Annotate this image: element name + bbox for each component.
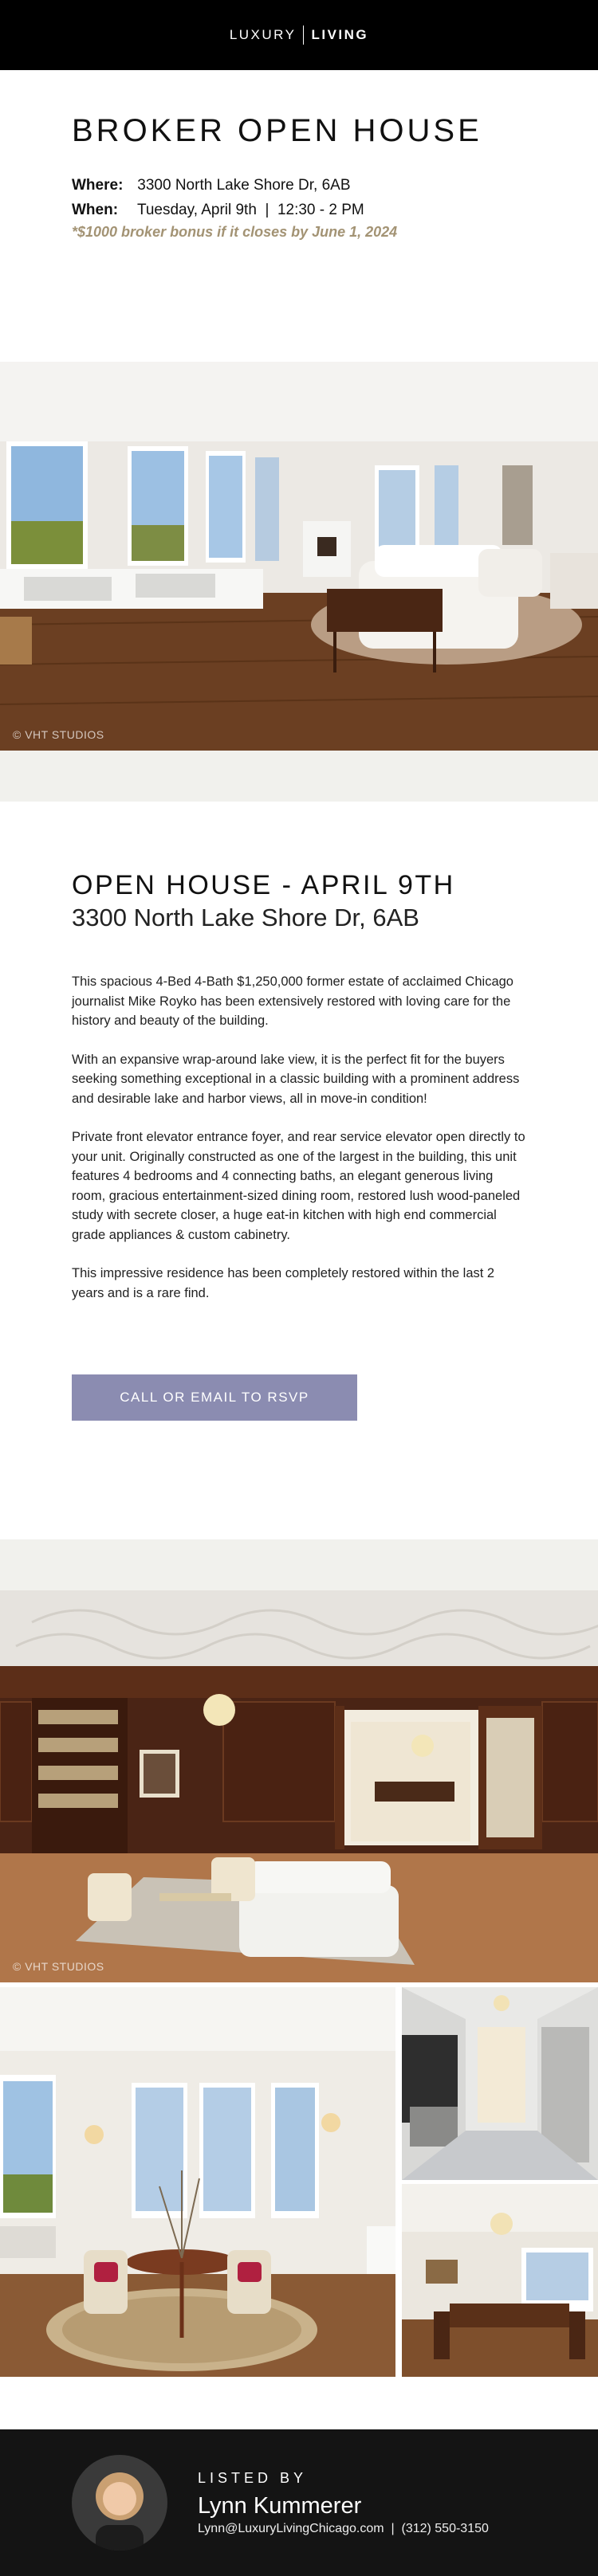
brand-light: LUXURY [229, 27, 297, 42]
details-address: 3300 North Lake Shore Dr, 6AB [72, 904, 419, 931]
agent-avatar [72, 2455, 167, 2551]
where-value: 3300 North Lake Shore Dr, 6AB [137, 177, 351, 194]
where-row [72, 173, 526, 198]
dining-room-image [402, 2184, 598, 2377]
brand-divider [303, 25, 304, 45]
hero-section [0, 70, 598, 362]
details-section [0, 802, 598, 1539]
agent-name: Lynn Kummerer [198, 2492, 362, 2519]
broker-bonus-note: *$1000 broker bonus if it closes by June 1, 2024 [72, 224, 398, 240]
photo-watermark: © VHT STUDIOS [13, 1960, 104, 1973]
photo-gallery [0, 1987, 598, 2377]
when-label: When: [72, 202, 119, 218]
sunroom-photo [0, 1987, 395, 2377]
kitchen-image [402, 1987, 598, 2180]
living-room-photo [0, 362, 598, 751]
listed-by-label: LISTED BY [198, 2469, 308, 2486]
agent-contact[interactable]: Lynn@LuxuryLivingChicago.com | (312) 550-3150 [198, 2521, 489, 2535]
brand-bold: LIVING [311, 27, 369, 42]
description-paragraph: This spacious 4-Bed 4-Bath $1,250,000 former estate of acclaimed Chicago journalist Mike Royko has been extensively restored with loving care for the history and beauty of the building. [72, 974, 513, 1028]
when-row [72, 198, 526, 222]
page-title: BROKER OPEN HOUSE [72, 113, 482, 148]
footer-spacer [0, 2377, 598, 2429]
dining-room-photo [402, 2184, 598, 2377]
study-photo [0, 1590, 598, 1982]
when-value: Tuesday, April 9th | 12:30 - 2 PM [136, 202, 364, 218]
description-paragraph: Private front elevator entrance foyer, and rear service elevator open directly to your unit. Originally constructed as one of the largest in the building, this unit features 4 bedrooms and 4 connecting baths, an elegant generous living room, gracious entertainment-sized dining room, restored lush wood-paneled study with secrete closer, a huge eat-in kitchen with high end commercial grade appliances & custom cabinetry. [72, 1130, 525, 1242]
kitchen-photo [402, 1987, 598, 2180]
listing-agent-footer [0, 2429, 598, 2576]
where-label: Where: [72, 177, 124, 194]
study-image [0, 1590, 598, 1982]
brand-logo[interactable] [230, 25, 368, 45]
email-header [0, 0, 598, 70]
sunroom-image [0, 1987, 395, 2377]
agent-info [198, 2470, 489, 2536]
description-paragraph: This impressive residence has been completely restored within the last 2 years and is a rare find. [72, 1266, 495, 1300]
section-divider-band [0, 1539, 598, 1590]
description-paragraph: With an expansive wrap-around lake view, it is the perfect fit for the buyers seeking something exceptional in a classic building with a prominent address and desirable lake and harbor views, all in move-in condition! [72, 1052, 520, 1106]
section-divider-band [0, 751, 598, 802]
details-title: OPEN HOUSE - APRIL 9TH [72, 870, 455, 900]
rsvp-button[interactable]: CALL OR EMAIL TO RSVP [72, 1374, 357, 1421]
living-room-image [0, 362, 598, 751]
agent-portrait [72, 2455, 167, 2551]
photo-watermark: © VHT STUDIOS [13, 728, 104, 741]
